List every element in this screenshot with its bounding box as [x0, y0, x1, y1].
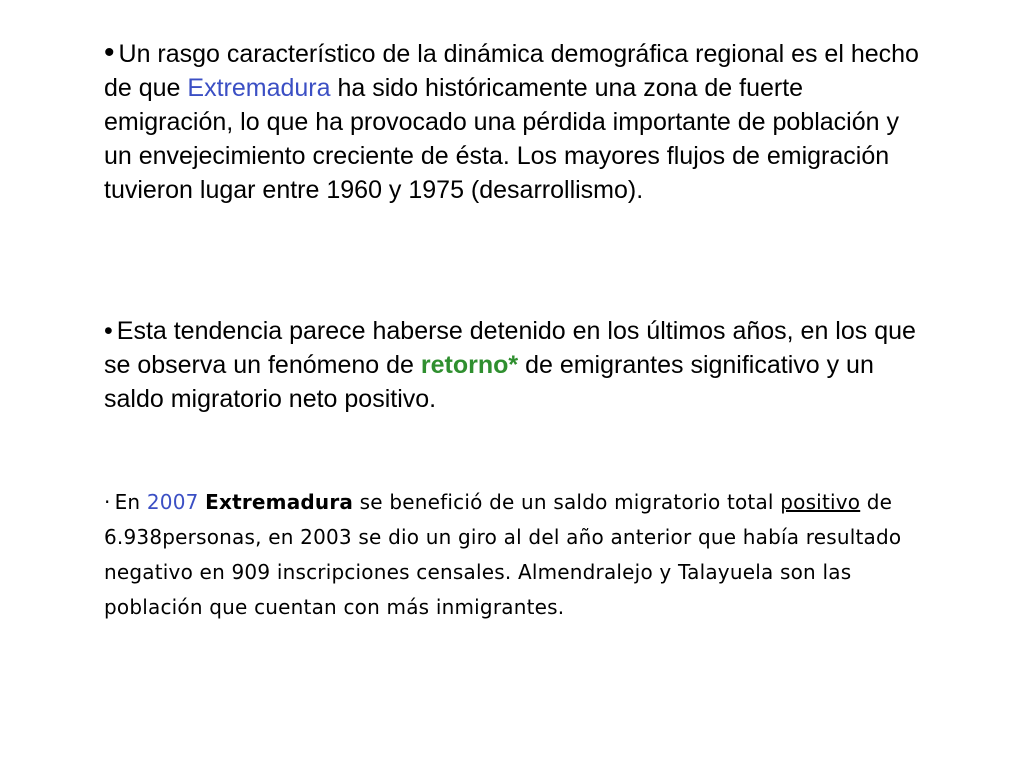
bullet: · [104, 490, 111, 514]
paragraph-return-trend [104, 314, 924, 416]
highlight-region: Extremadura [205, 490, 354, 514]
highlight-extremadura: Extremadura [187, 74, 331, 102]
bullet: • [104, 317, 113, 345]
underlined-positivo: positivo [780, 490, 861, 514]
paragraph-text: Esta tendencia parece haberse detenido en los últimos años, en los que se observa un fenómeno de [104, 317, 916, 379]
paragraph-text: Un rasgo característico de la dinámica demográfica regional es el hecho de que [104, 40, 919, 102]
highlight-retorno: retorno* [420, 351, 519, 379]
highlight-year: 2007 [146, 490, 199, 514]
paragraph-emigration-history [104, 36, 924, 207]
paragraph-text: de emigrantes significativo y un saldo migratorio neto positivo. [104, 351, 874, 413]
paragraph-migration-balance [104, 485, 924, 625]
paragraph-text: se benefició de un saldo migratorio total [353, 490, 781, 514]
paragraph-text: En [114, 490, 147, 514]
paragraph-text: ha sido históricamente una zona de fuerte emigración, lo que ha provocado una pérdida importante de población y un envejecimiento creciente de ésta. Los mayores flujos de emigración tuvieron lugar entre 1960 y 1975 (desarrollismo). [104, 74, 899, 204]
bullet: • [104, 36, 115, 69]
paragraph-text: de 6.938personas, en 2003 se dio un giro al del año anterior que había resultado negativo en 909 inscripciones censales. Almendralejo y Talayuela son las población que cuentan con más inmigrantes. [104, 490, 902, 619]
